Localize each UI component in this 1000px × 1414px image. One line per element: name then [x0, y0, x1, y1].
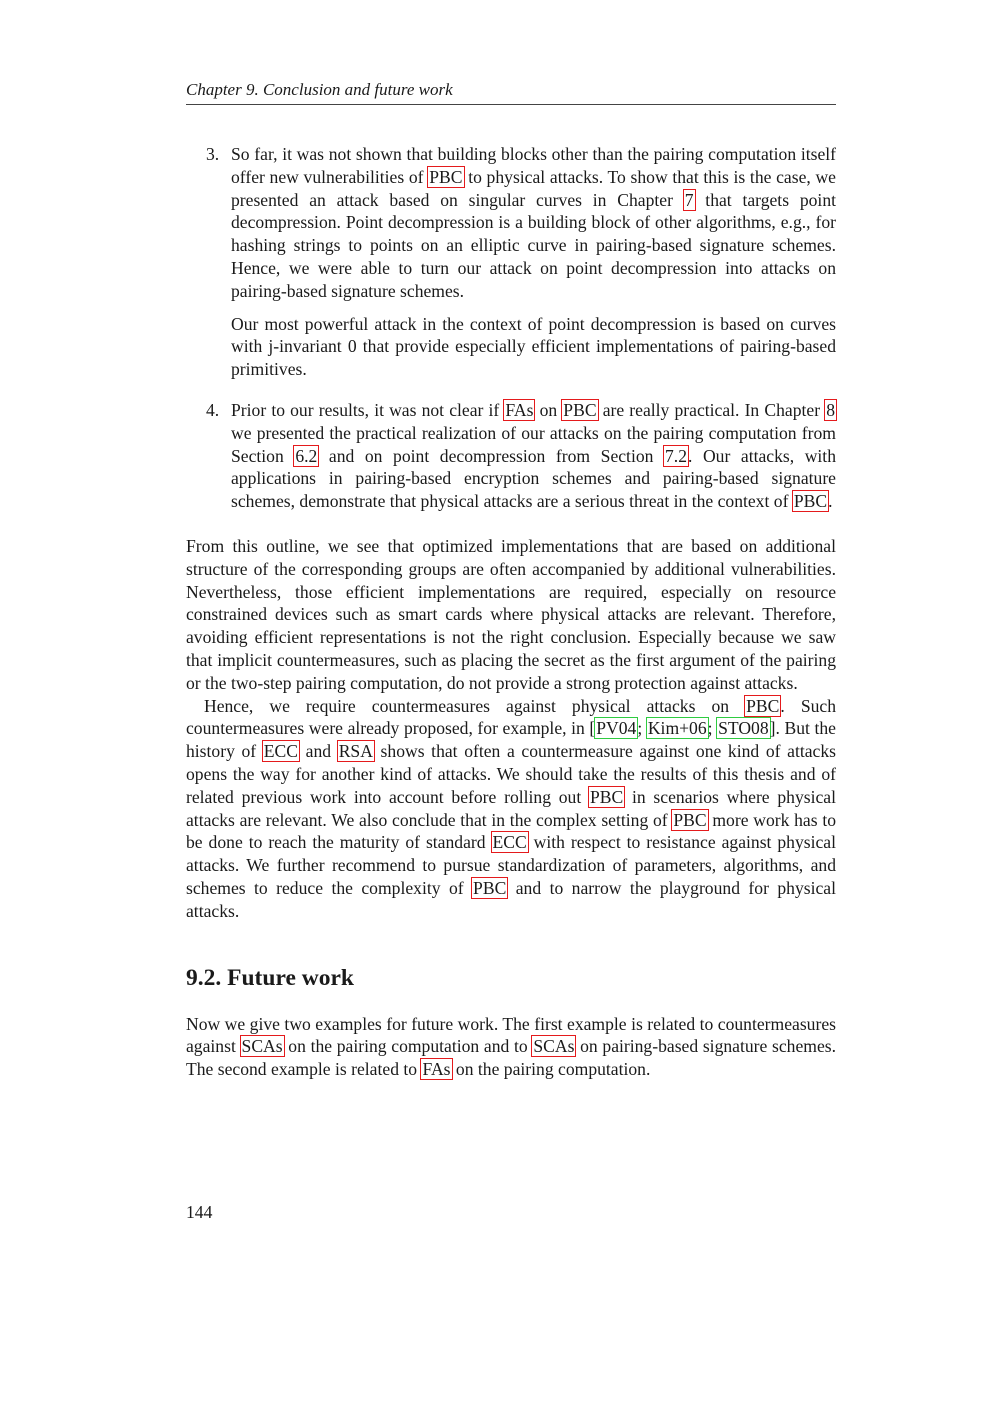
section-link-6-2[interactable]: 6.2	[295, 445, 318, 466]
text-run: are really practical. In Chapter	[597, 399, 826, 420]
text-run: with respect to resistance against physical attacks. We further recommend to pursue standardization of parameters, algorithms, and schemes to reduce the complexity of	[186, 832, 836, 898]
paragraph-outline: From this outline, we see that optimized implementations that are based on additional structure of the corresponding groups are often accompanied by additional vulnerabilities. Nevertheless, those efficient implementations are required, especially on resource constrained devices such as smart cards where physical attacks are relevant. Therefore, avoiding efficient representations is not the right conclusion. Especially because we saw that implicit countermeasures, such as placing the secret as the first argument of the pairing or the two-step pairing computation, do not provide a strong protection against attacks.	[186, 535, 836, 693]
acronym-link-fas[interactable]: FAs	[505, 399, 534, 420]
text-run: ;	[637, 718, 647, 739]
text-run: So far, it was not shown that building blocks other than the pairing computation itself offer new vulnerabilities of	[231, 144, 836, 187]
acronym-link-rsa[interactable]: RSA	[338, 741, 373, 762]
acronym-link-pbc[interactable]: PBC	[793, 491, 828, 512]
text-run: in scenarios where physical attacks are relevant. We also conclude that in the complex setting of	[186, 786, 836, 830]
list-item-paragraph: Our most powerful attack in the context of point decompression is based on curves with j-invariant 0 that provide especially efficient implementations of pairing-based primitives.	[231, 313, 836, 380]
acronym-link-pbc[interactable]: PBC	[563, 399, 597, 420]
text-run: .	[828, 491, 833, 512]
acronym-link-scas[interactable]: SCAs	[533, 1036, 575, 1057]
text-run: on the pairing computation and to	[283, 1036, 533, 1057]
section-heading: 9.2. Future work	[186, 964, 354, 991]
list-item	[206, 399, 836, 513]
text-run: Hence, we require countermeasures against physical attacks on	[204, 695, 746, 716]
acronym-link-fas[interactable]: FAs	[422, 1059, 451, 1080]
citation-link-sto08[interactable]: STO08	[718, 718, 769, 739]
text-run: and on point decompression from Section	[318, 445, 664, 466]
paragraph-future-work	[186, 1013, 836, 1081]
acronym-link-ecc[interactable]: ECC	[492, 832, 527, 853]
acronym-link-pbc[interactable]: PBC	[746, 695, 780, 716]
numbered-list	[186, 143, 836, 513]
list-item-paragraph	[231, 399, 836, 513]
text-run: and	[299, 741, 338, 762]
text-run: we presented the practical realization of our attacks on the pairing computation from Section	[231, 422, 836, 466]
text-run: and to narrow the playground for physical attacks.	[186, 877, 836, 921]
text-run: on the pairing computation.	[451, 1059, 651, 1080]
running-header: Chapter 9. Conclusion and future work	[186, 78, 836, 105]
text-run: ;	[707, 718, 718, 739]
list-item-paragraph	[231, 143, 836, 303]
acronym-link-ecc[interactable]: ECC	[263, 741, 299, 762]
citation-link-kim06[interactable]: Kim+06	[647, 718, 707, 739]
text-run: on pairing-based signature schemes. The second example is related to	[186, 1036, 837, 1080]
text-run: ]. But the history of	[186, 718, 836, 762]
text-run: . Such countermeasures were already proposed, for example, in [	[186, 695, 836, 739]
acronym-link-pbc[interactable]: PBC	[473, 877, 507, 898]
text-run: more work has to be done to reach the maturity of standard	[186, 809, 837, 853]
chapter-link-8[interactable]: 8	[826, 399, 835, 420]
text-run: that targets point decompression. Point decompression is a building block of other algorithms, e.g., for hashing strings to points on an elliptic curve in pairing-based signature schemes. Hence, we were able to turn our attack on point decompression into attacks on pairing-based signature schemes.	[231, 189, 836, 301]
page-number: 144	[186, 1202, 213, 1222]
text-run: on	[534, 399, 563, 420]
section-link-7-2[interactable]: 7.2	[665, 445, 687, 466]
text-run: Now we give two examples for future work. The first example is related to countermeasures against	[186, 1013, 836, 1057]
list-item-number: 4.	[206, 399, 220, 420]
acronym-link-pbc[interactable]: PBC	[673, 809, 707, 830]
text-run: . Our attacks, with applications in pairing-based encryption schemes and pairing-based signature schemes, demonstrate that physical attacks are a serious threat in the context of	[231, 445, 836, 512]
acronym-link-pbc[interactable]: PBC	[429, 166, 463, 187]
acronym-link-scas[interactable]: SCAs	[241, 1036, 283, 1057]
text-run: to physical attacks. To show that this is the case, we presented an attack based on singular curves in Chapter	[231, 166, 836, 210]
chapter-link-7[interactable]: 7	[684, 189, 694, 210]
text-run: Prior to our results, it was not clear if	[231, 399, 505, 420]
list-item	[206, 143, 836, 381]
acronym-link-pbc[interactable]: PBC	[589, 786, 624, 807]
list-item-number: 3.	[206, 144, 220, 164]
body-text	[186, 143, 836, 1081]
text-run: shows that often a countermeasure against one kind of attacks opens the way for another kind of attacks. We should take the results of this thesis and of related previous work into account before rolling out	[186, 741, 836, 807]
paragraph-countermeasures	[186, 695, 836, 923]
citation-link-pv04[interactable]: PV04	[596, 718, 637, 739]
